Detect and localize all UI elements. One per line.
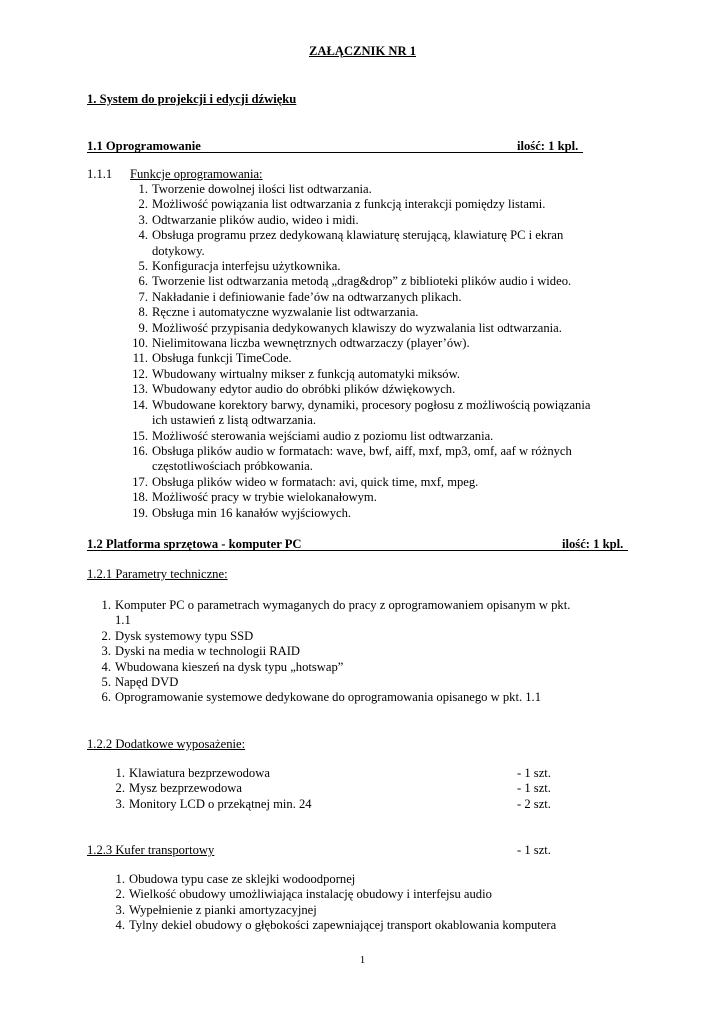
list-item-number: 19.	[132, 505, 148, 520]
list-item	[138, 289, 652, 305]
list-item-qty: - 1 szt.	[517, 766, 551, 780]
list-item	[138, 259, 652, 274]
list-item-continuation: dotykowy.	[152, 243, 205, 258]
list-item	[132, 336, 652, 351]
list-item-text: Wbudowany wirtualny mikser z funkcją automatyki miksów.	[152, 366, 461, 381]
list-item-text: Wielkość obudowy umożliwiająca instalację obudowy i interfejsu audio	[129, 887, 492, 902]
list-item-number: 1.	[101, 598, 111, 612]
list-item-text: Ręczne i automatyczne wyzwalanie list odtwarzania.	[152, 305, 419, 320]
list-item-text: Obsługa programu przez dedykowaną klawiaturę sterującą, klawiaturę PC i ekran	[152, 228, 564, 243]
page-number: 1	[359, 954, 366, 966]
list-item	[132, 397, 652, 429]
list-item-number: 1.	[138, 182, 148, 196]
section-1-heading: 1. System do projekcji i edycji dźwięku	[87, 92, 297, 106]
section-1-1-underline	[87, 152, 583, 153]
list-item-number: 4.	[101, 659, 111, 674]
list-item-number: 16.	[132, 443, 148, 458]
section-1-2-qty: ilość: 1 kpl.	[562, 537, 624, 551]
list-item-continuation: częstotliwościach próbkowania.	[152, 459, 313, 474]
list-item-text: Obsługa plików wideo w formatach: avi, quick time, mxf, mpeg.	[152, 474, 479, 489]
list-item	[115, 902, 649, 918]
list-item-text: Monitory LCD o przekątnej min. 24	[129, 796, 312, 811]
list-item	[132, 490, 652, 505]
list-item-number: 3.	[101, 644, 111, 659]
list-item-text: Dyski na media w technologii RAID	[115, 644, 301, 659]
list-item-number: 6.	[101, 690, 111, 705]
list-item-number: 2.	[138, 197, 148, 212]
list-item	[101, 690, 655, 705]
list-item-number: 5.	[138, 259, 148, 274]
list-item	[132, 428, 652, 444]
list-item-number: 8.	[138, 305, 148, 320]
list-item-text: Konfiguracja interfejsu użytkownika.	[152, 259, 341, 274]
list-item-text: Możliwość przypisania dedykowanych klawiszy do wyzwalania list odtwarzania.	[152, 320, 562, 335]
list-item-number: 12.	[132, 366, 148, 381]
list-item-number: 5.	[101, 675, 111, 690]
list-item	[115, 766, 569, 781]
list-item	[115, 918, 649, 933]
section-1-2-heading: 1.2 Platforma sprzętowa - komputer PC	[87, 537, 302, 551]
list-item-qty: - 1 szt.	[517, 781, 551, 796]
section-1-1-1-heading: Funkcje oprogramowania:	[130, 167, 263, 181]
section-1-1-1-number: 1.1.1	[87, 167, 113, 181]
list-item-number: 3.	[115, 902, 125, 917]
case-list	[115, 872, 649, 934]
list-item	[101, 644, 655, 659]
tech-params-list	[101, 598, 655, 706]
section-1-2-2-heading: 1.2.2 Dodatkowe wyposażenie:	[87, 737, 246, 751]
list-item	[138, 305, 652, 320]
section-1-1-qty: ilość: 1 kpl.	[517, 139, 579, 153]
list-item-number: 17.	[132, 474, 148, 489]
list-item	[138, 197, 652, 212]
list-item-number: 9.	[138, 320, 148, 335]
list-item-text: Nakładanie i definiowanie fade’ów na odtwarzanych plikach.	[152, 289, 462, 304]
list-item	[138, 228, 652, 259]
section-1-1-heading: 1.1 Oprogramowanie	[87, 139, 201, 153]
list-item-number: 3.	[138, 212, 148, 227]
list-item-number: 1.	[115, 872, 125, 886]
list-item-text: Obsługa funkcji TimeCode.	[152, 351, 292, 366]
list-item	[115, 887, 649, 902]
list-item-text: Tworzenie dowolnej ilości list odtwarzania.	[152, 182, 372, 196]
list-item-text: Obsługa plików audio w formatach: wave, bwf, aiff, mxf, mp3, omf, aaf w różnych	[152, 443, 572, 458]
list-item-text: Napęd DVD	[115, 675, 179, 690]
list-item-number: 10.	[132, 336, 148, 351]
accessories-list	[115, 766, 569, 812]
list-item-text: Klawiatura bezprzewodowa	[129, 766, 270, 780]
list-item-number: 15.	[132, 428, 148, 443]
list-item-number: 4.	[115, 918, 125, 933]
list-item-number: 1.	[115, 766, 125, 780]
list-item-text: Obsługa min 16 kanałów wyjściowych.	[152, 505, 352, 520]
list-item	[138, 320, 652, 336]
list-item	[138, 212, 652, 228]
list-item-number: 14.	[132, 397, 148, 412]
list-item-number: 4.	[138, 228, 148, 243]
list-item	[132, 351, 652, 366]
list-item-text: Możliwość sterowania wejściami audio z poziomu list odtwarzania.	[152, 428, 494, 443]
list-item-number: 7.	[138, 289, 148, 304]
list-item-text: Tworzenie list odtwarzania metodą „drag&drop” z biblioteki plików audio i wideo.	[152, 274, 572, 289]
list-item	[138, 182, 652, 197]
list-item-number: 3.	[115, 796, 125, 811]
list-item-text: Wypełnienie z pianki amortyzacyjnej	[129, 902, 317, 917]
list-item-text: Oprogramowanie systemowe dedykowane do oprogramowania opisanego w pkt. 1.1	[115, 690, 541, 705]
list-item-number: 11.	[132, 351, 148, 366]
list-item-number: 2.	[101, 628, 111, 643]
list-item-text: Dysk systemowy typu SSD	[115, 628, 254, 643]
list-item	[132, 382, 652, 397]
list-item	[138, 274, 652, 289]
list-item-text: Komputer PC o parametrach wymaganych do pracy z oprogramowaniem opisanym w pkt.	[115, 598, 571, 612]
list-item-number: 6.	[138, 274, 148, 289]
list-item-continuation: ich ustawień z listą odtwarzania.	[152, 413, 317, 428]
list-item-continuation: 1.1	[115, 613, 131, 628]
list-item	[101, 659, 655, 675]
list-item-text: Obudowa typu case ze sklejki wodoodpornej	[129, 872, 356, 886]
section-1-2-underline	[87, 550, 628, 551]
list-item-number: 13.	[132, 382, 148, 397]
list-item-text: Nielimitowana liczba wewnętrznych odtwarzaczy (player’ów).	[152, 336, 470, 351]
list-item	[132, 443, 652, 475]
list-item	[132, 474, 652, 490]
list-item-number: 18.	[132, 490, 148, 505]
list-item-number: 2.	[115, 781, 125, 796]
section-1-2-1-heading: 1.2.1 Parametry techniczne:	[87, 567, 228, 581]
list-item-qty: - 2 szt.	[517, 796, 551, 811]
functions-list	[132, 182, 652, 521]
list-item	[115, 872, 649, 887]
list-item	[132, 366, 652, 382]
list-item-text: Mysz bezprzewodowa	[129, 781, 242, 796]
list-item-text: Wbudowana kieszeń na dysk typu „hotswap”	[115, 659, 344, 674]
list-item	[132, 505, 652, 521]
list-item-text: Możliwość powiązania list odtwarzania z funkcją interakcji pomiędzy listami.	[152, 197, 546, 212]
list-item-text: Możliwość pracy w trybie wielokanałowym.	[152, 490, 377, 505]
list-item-text: Tylny dekiel obudowy o głębokości zapewniającej transport okablowania komputera	[129, 918, 557, 933]
section-1-2-3-qty: - 1 szt.	[517, 843, 551, 857]
list-item-number: 2.	[115, 887, 125, 902]
list-item	[115, 781, 569, 796]
list-item	[115, 796, 569, 812]
list-item	[101, 598, 655, 629]
page-title: ZAŁĄCZNIK NR 1	[308, 44, 417, 58]
list-item-text: Wbudowany edytor audio do obróbki plików dźwiękowych.	[152, 382, 456, 397]
list-item-text: Wbudowane korektory barwy, dynamiki, procesory pogłosu z możliwością powiązania	[152, 397, 591, 412]
section-1-2-3-heading: 1.2.3 Kufer transportowy	[87, 843, 215, 857]
list-item	[101, 628, 655, 644]
list-item-text: Odtwarzanie plików audio, wideo i midi.	[152, 212, 359, 227]
list-item	[101, 675, 655, 690]
